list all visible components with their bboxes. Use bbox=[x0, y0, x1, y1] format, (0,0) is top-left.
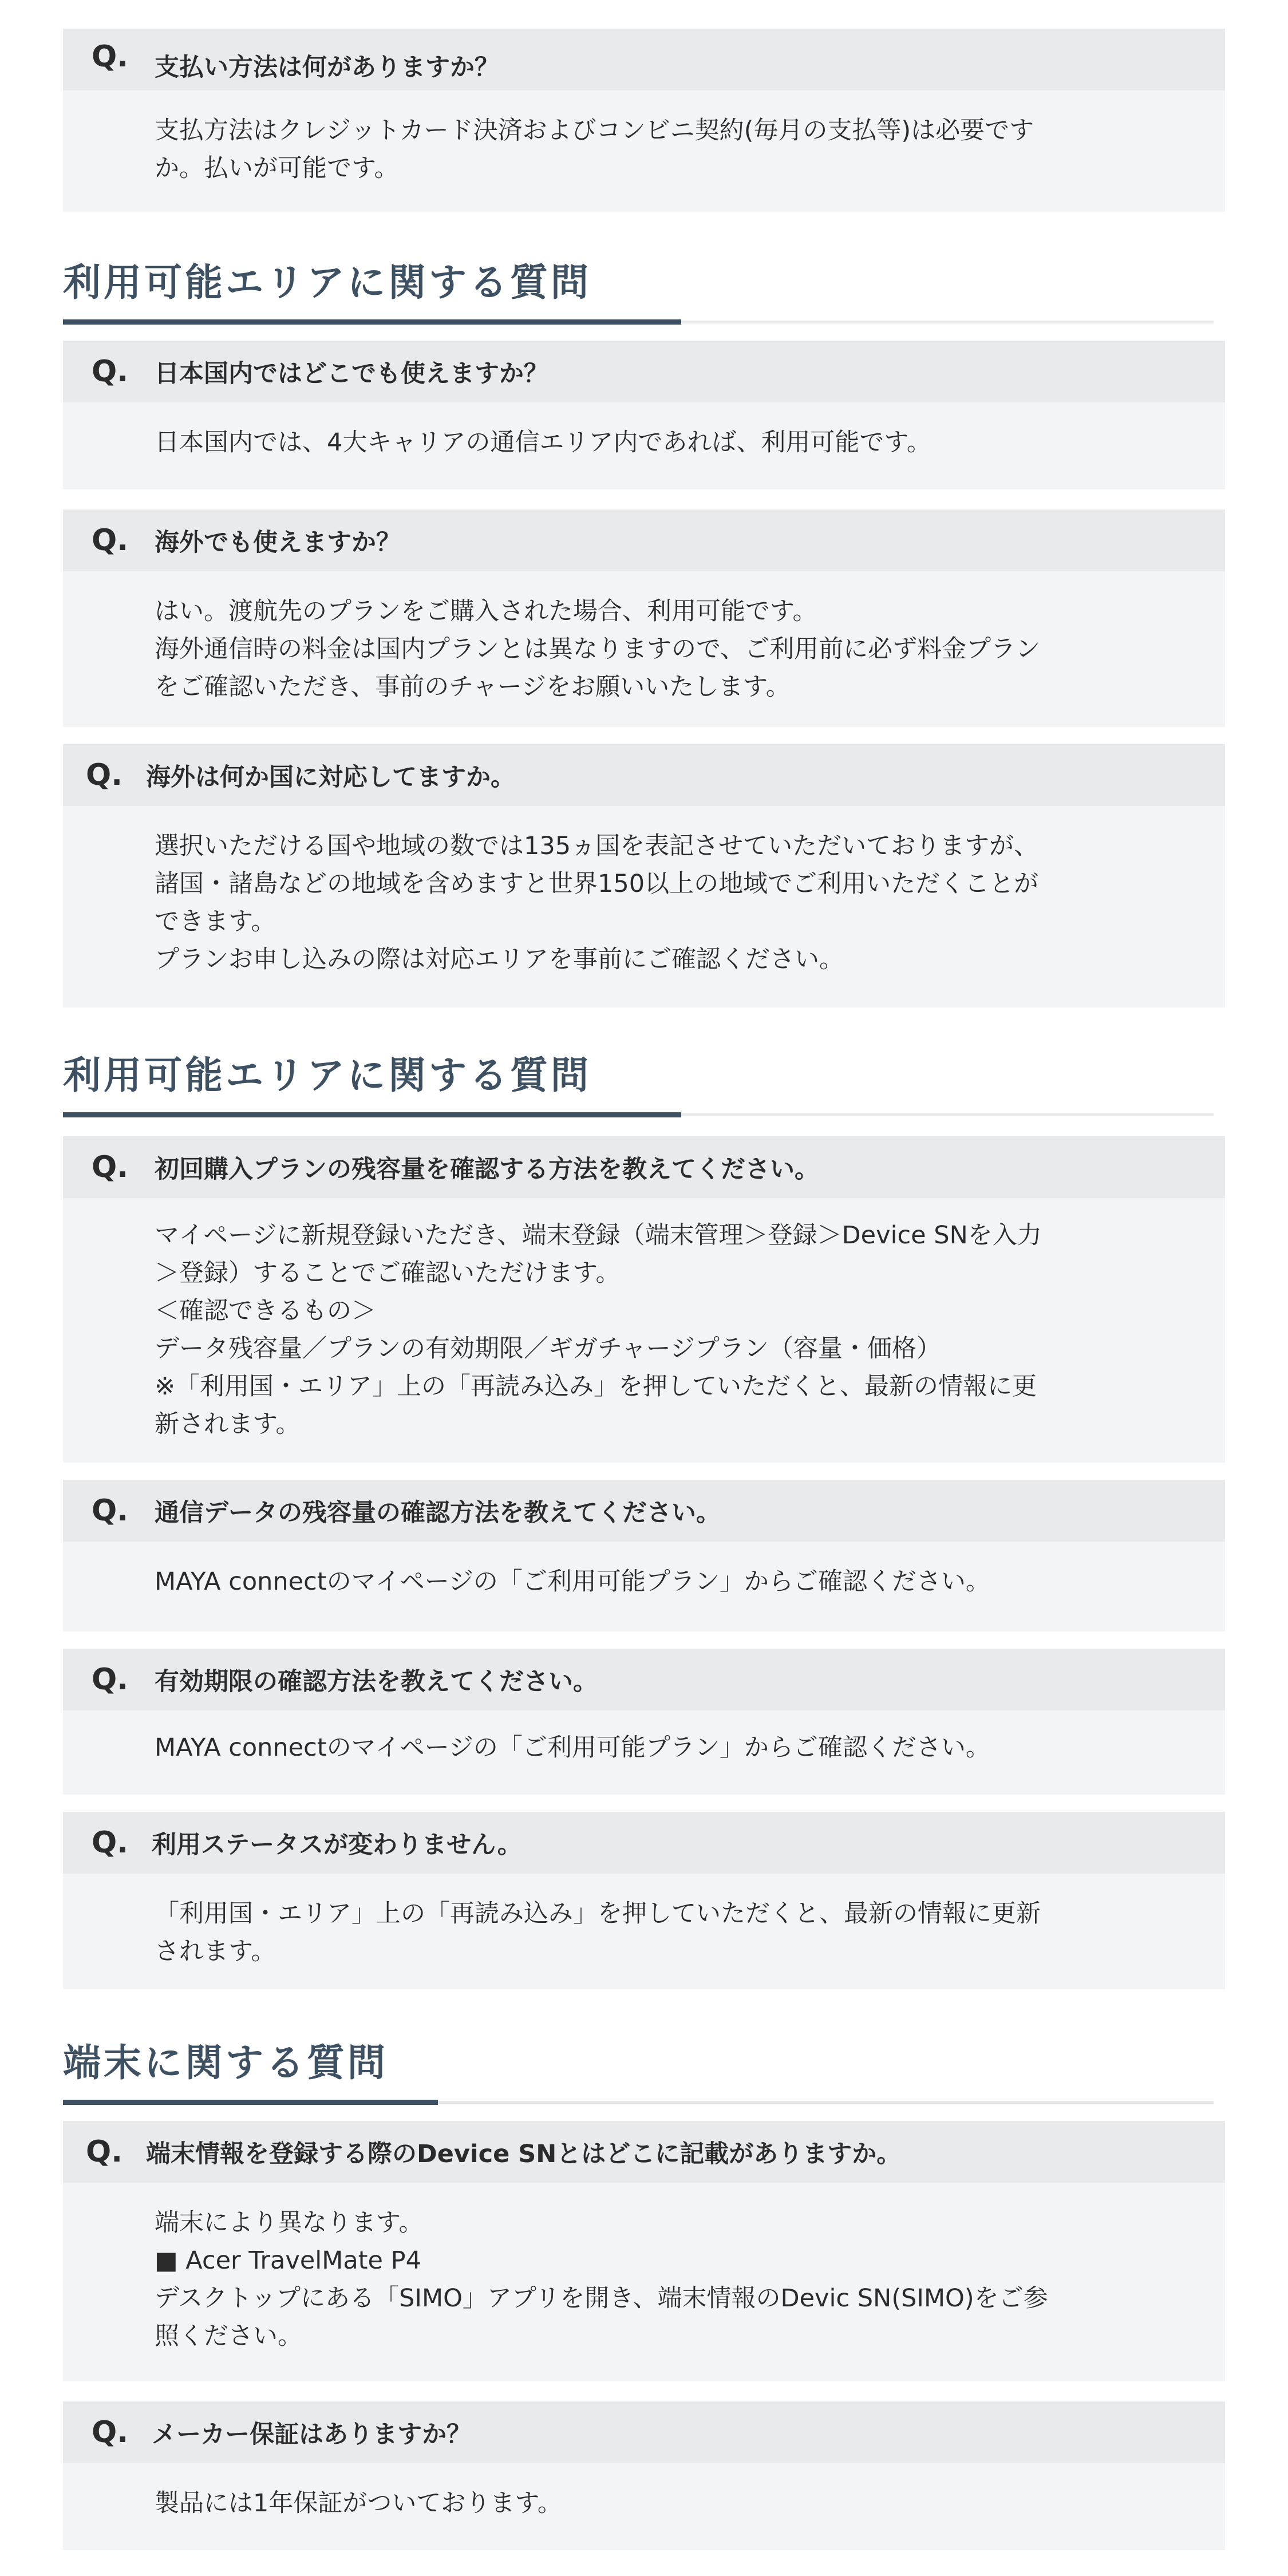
faq-answer bbox=[155, 1729, 1156, 1767]
answer-line: 日本国内では、4大キャリアの通信エリア内であれば、利用可能です。 bbox=[155, 428, 931, 457]
faq-item-data-balance bbox=[63, 1480, 1225, 1631]
q-marker: Q. bbox=[92, 2415, 128, 2449]
answer-line: 照ください。 bbox=[155, 2322, 302, 2350]
answer-line: プランお申し込みの際は対応エリアを事前にご確認ください。 bbox=[155, 945, 844, 974]
q-marker: Q. bbox=[92, 1494, 128, 1528]
q-marker: Q. bbox=[92, 1662, 128, 1697]
faq-question-bar[interactable] bbox=[63, 509, 1225, 571]
section-header-device bbox=[63, 2032, 1214, 2107]
faq-item-payment-methods bbox=[63, 29, 1225, 212]
faq-item-warranty bbox=[63, 2401, 1225, 2550]
section-title: 端末に関する質問 bbox=[63, 2041, 388, 2085]
section-title: 利用可能エリアに関する質問 bbox=[63, 1053, 591, 1097]
answer-line: ＜確認できるもの＞ bbox=[155, 1297, 376, 1325]
answer-line: MAYA connectのマイページの「ご利用可能プラン」からご確認ください。 bbox=[155, 1733, 990, 1762]
section-header-area-1 bbox=[63, 252, 1214, 326]
q-marker: Q. bbox=[86, 2135, 123, 2169]
faq-item-domestic-use bbox=[63, 341, 1225, 489]
answer-line: 諸国・諸島などの地域を含めますと世界150以上の地域でご利用いただくことが bbox=[155, 870, 1039, 898]
answer-line: 海外通信時の料金は国内プランとは異なりますので、ご利用前に必ず料金プラン bbox=[155, 635, 1041, 663]
q-marker: Q. bbox=[92, 523, 128, 558]
answer-line: マイページに新規登録いただき、端末登録（端末管理＞登録＞Device SNを入力 bbox=[155, 1221, 1042, 1250]
faq-question-text: メーカー保証はありますか？ bbox=[152, 2420, 472, 2449]
faq-question-bar[interactable] bbox=[63, 744, 1225, 806]
answer-line: ＞登録）することでご確認いただけます。 bbox=[155, 1259, 621, 1287]
faq-answer bbox=[155, 112, 1156, 187]
faq-answer bbox=[155, 1895, 1156, 1970]
q-marker: Q. bbox=[86, 758, 123, 792]
answer-line: はい。渡航先のプランをご購入された場合、利用可能です。 bbox=[155, 597, 817, 626]
faq-answer bbox=[155, 1563, 1156, 1601]
q-marker: Q. bbox=[92, 1150, 128, 1184]
faq-answer bbox=[155, 2484, 1156, 2522]
answer-line: か。払いが可能です。 bbox=[155, 154, 399, 183]
faq-question-bar[interactable] bbox=[63, 1136, 1225, 1198]
section-divider-accent bbox=[63, 1112, 681, 1117]
answer-line: ■ Acer TravelMate P4 bbox=[155, 2246, 421, 2275]
faq-question-text: 支払い方法は何がありますか？ bbox=[155, 53, 499, 82]
answer-line: をご確認いただき、事前のチャージをお願いいたします。 bbox=[155, 673, 791, 701]
faq-answer bbox=[155, 592, 1156, 706]
answer-line: されます。 bbox=[155, 1937, 276, 1966]
answer-line: データ残容量／プランの有効期限／ギガチャージプラン（容量・価格） bbox=[155, 1334, 941, 1363]
section-divider-accent bbox=[63, 2100, 438, 2105]
faq-question-text: 有効期限の確認方法を教えてください。 bbox=[155, 1667, 598, 1696]
faq-question-text: 利用ステータスが変わりません。 bbox=[152, 1830, 522, 1859]
faq-question-text: 海外は何か国に対応してますか。 bbox=[146, 762, 515, 792]
faq-item-overseas-use bbox=[63, 509, 1225, 727]
answer-line: できます。 bbox=[155, 907, 276, 936]
faq-question-text: 端末情報を登録する際のDevice SNとはどこに記載がありますか。 bbox=[146, 2139, 902, 2168]
faq-item-expiry bbox=[63, 1649, 1225, 1795]
answer-line: 支払方法はクレジットカード決済およびコンビニ契約(毎月の支払等)は必要です bbox=[155, 116, 1034, 145]
answer-line: デスクトップにある「SIMO」アプリを開き、端末情報のDevic SN(SIMO)をご参 bbox=[155, 2284, 1048, 2313]
faq-question-bar[interactable] bbox=[63, 2121, 1225, 2183]
faq-answer bbox=[155, 827, 1156, 978]
section-header-area-2 bbox=[63, 1045, 1214, 1119]
answer-line: 新されます。 bbox=[155, 1410, 301, 1439]
answer-line: 製品には1年保証がついております。 bbox=[155, 2489, 562, 2518]
section-title: 利用可能エリアに関する質問 bbox=[63, 260, 591, 305]
answer-line: 選択いただける国や地域の数では135ヵ国を表記させていただいておりますが、 bbox=[155, 832, 1039, 860]
faq-question-text: 初回購入プランの残容量を確認する方法を教えてください。 bbox=[155, 1155, 819, 1184]
faq-answer bbox=[155, 2204, 1156, 2355]
faq-question-text: 通信データの残容量の確認方法を教えてください。 bbox=[155, 1498, 721, 1527]
faq-question-bar[interactable] bbox=[63, 1480, 1225, 1542]
faq-item-status bbox=[63, 1812, 1225, 1989]
faq-question-bar[interactable] bbox=[63, 341, 1225, 402]
faq-question-bar[interactable] bbox=[63, 2401, 1225, 2463]
faq-item-device-sn bbox=[63, 2121, 1225, 2381]
faq-item-initial-plan-balance bbox=[63, 1136, 1225, 1463]
answer-line: 「利用国・エリア」上の「再読み込み」を押していただくと、最新の情報に更新 bbox=[155, 1899, 1041, 1928]
faq-question-bar[interactable] bbox=[63, 29, 1225, 90]
answer-line: MAYA connectのマイページの「ご利用可能プラン」からご確認ください。 bbox=[155, 1567, 990, 1596]
section-divider-accent bbox=[63, 319, 681, 325]
faq-question-bar[interactable] bbox=[63, 1649, 1225, 1710]
faq-question-text: 海外でも使えますか？ bbox=[155, 528, 401, 557]
faq-question-bar[interactable] bbox=[63, 1812, 1225, 1874]
q-marker: Q. bbox=[92, 1826, 128, 1860]
q-marker: Q. bbox=[92, 354, 128, 389]
q-marker: Q. bbox=[92, 39, 128, 74]
faq-answer bbox=[155, 1216, 1156, 1443]
answer-line: ※「利用国・エリア」上の「再読み込み」を押していただくと、最新の情報に更 bbox=[155, 1372, 1037, 1401]
faq-question-text: 日本国内ではどこでも使えますか？ bbox=[155, 359, 548, 388]
answer-line: 端末により異なります。 bbox=[155, 2208, 424, 2237]
faq-item-countries bbox=[63, 744, 1225, 1008]
faq-answer bbox=[155, 424, 1156, 461]
